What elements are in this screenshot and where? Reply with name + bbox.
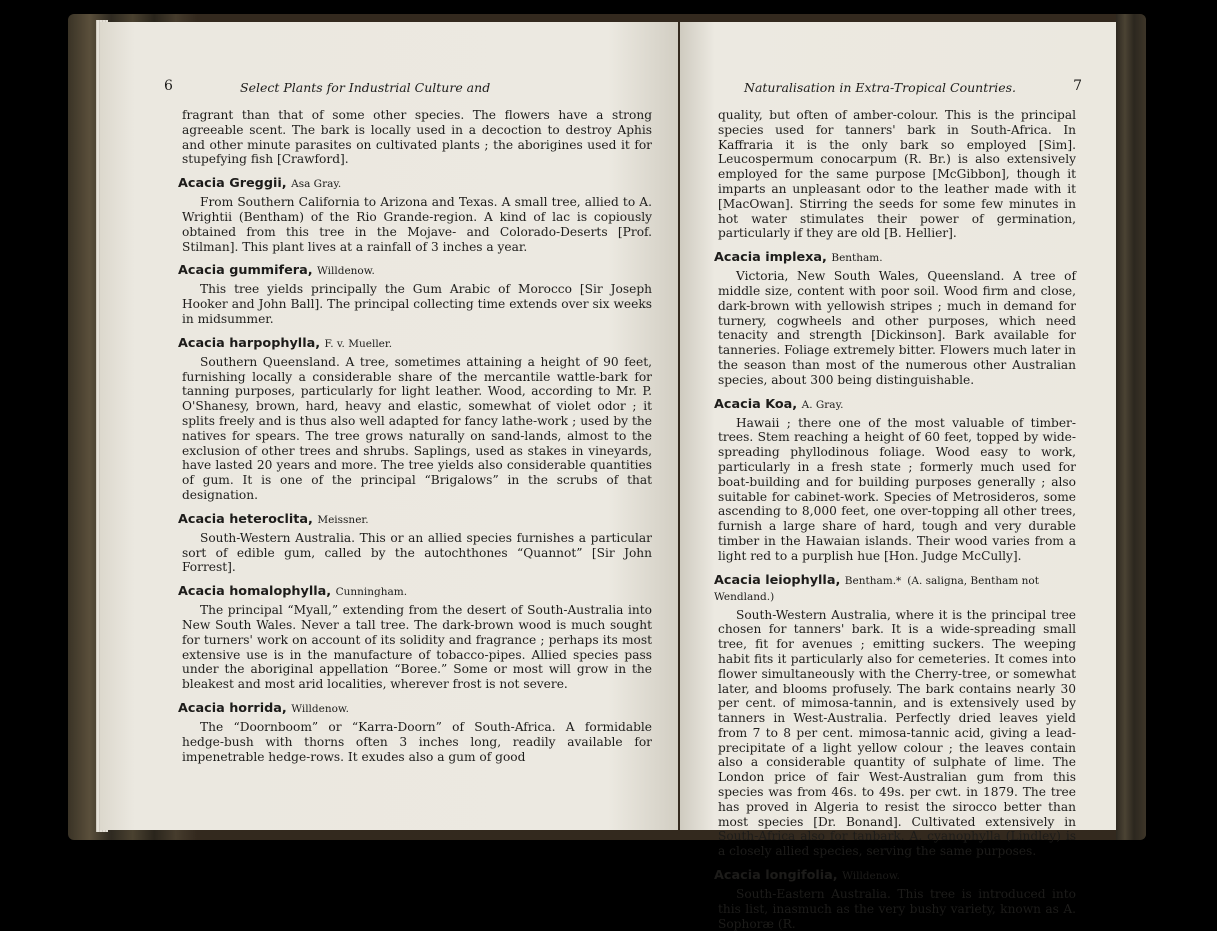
entry-acacia-koa <box>714 396 1076 564</box>
entry-text: South-Western Australia, where it is the principal tree chosen for tanners' bark. It is a wide-spreading small tree, fit for avenues ; emitting suckers. The weeping habit fits it particularly also for cemeteries. It comes into flower simultaneously with the Cherry-tree, or somewhat later, and blooms profusely. The bark contains nearly 30 per cent. of mimosa-tannin, and is extensively used by tanners in West-Australia. Perfectly dried leaves yield from 7 to 8 per cent. mimosa-tannic acid, giving a lead-precipitate of a light yellow colour ; the leaves contain also a considerable quantity of sulphate of lime. The London price of fair West-Australian gum from this species was from 46s. to 49s. per cwt. in 1879. The tree has proved in Algeria to resist the sirocco better than most species [Dr. Bonand]. Cultivated extensively in South-Africa also for tanbark. A. cyanophylla (Lindley) is a closely allied species, serving the same purposes. <box>718 607 1076 859</box>
entry-acacia-gummifera <box>178 263 652 326</box>
entry-heading <box>714 573 1076 605</box>
right-page <box>680 22 1116 931</box>
species-name: Acacia heteroclita, <box>178 511 313 527</box>
entry-text: The principal “Myall,” extending from the desert of South-Australia into New South Wales. Never a tall tree. The dark-brown wood is much sought for turners' work on account of its solidity and fragrance ; perhaps its most extensive use is in the manufacture of tobacco-pipes. Allied species pass under the aboriginal appellation “Boree.” Some or most will grow in the bleakest and most arid localities, wherever frost is not severe. <box>182 603 652 692</box>
entry-heading <box>178 701 652 717</box>
left-running-header <box>164 78 652 106</box>
right-running-title: Naturalisation in Extra-Tropical Countries. <box>744 80 1016 95</box>
species-authority: Cunningham. <box>335 586 408 599</box>
entry-text: This tree yields principally the Gum Arabic of Morocco [Sir Joseph Hooker and John Ball]. The principal collecting time extends over six weeks in midsummer. <box>182 282 652 326</box>
species-name: Acacia Koa, <box>714 396 798 412</box>
species-synonym: (A. saligna, Bentham not Wendland.) <box>714 574 1039 603</box>
species-name: Acacia longifolia, <box>714 868 838 884</box>
species-authority: Willdenow. <box>842 870 900 883</box>
species-authority: Meissner. <box>317 513 369 526</box>
species-authority: F. v. Mueller. <box>324 337 393 350</box>
species-authority: Bentham. <box>831 252 883 265</box>
book-cover-edge <box>1116 14 1146 840</box>
species-authority: Asa Gray. <box>291 178 342 191</box>
entry-heading <box>714 397 1076 413</box>
left-intro-paragraph: fragrant than that of some other species. The flowers have a strong agreeable scent. The bark is locally used in a decoction to destroy Aphis and other minute parasites on cultivated plants ; the aborigines used it for stupefying fish [Crawford]. <box>182 108 652 167</box>
left-page-number: 6 <box>164 78 173 94</box>
right-running-header <box>718 78 1082 106</box>
entry-acacia-heteroclita <box>178 511 652 575</box>
entry-acacia-implexa <box>714 250 1076 387</box>
entry-heading <box>714 868 1076 884</box>
right-intro-paragraph: quality, but often of amber-colour. This is the principal species used for tanners' bark in South-Africa. In Kaffraria it is the only bark so employed [Sim]. Leucospermum conocarpum (R. Br.) is also extensively employed for the same purpose [McGibbon], though it imparts an unpleasant odor to the leather made with it [MacOwan]. Stirring the seeds for some few minutes in hot water stimulates their power of germination, particularly if they are old [B. Hellier]. <box>718 108 1076 241</box>
entry-heading <box>178 176 652 192</box>
entry-text: From Southern California to Arizona and Texas. A small tree, allied to A. Wrightii (Bentham) of the Rio Grande-region. A kind of lac is copiously obtained from this tree in the Mojave- and Colorado-Deserts [Prof. Stilman]. This plant lives at a rainfall of 3 inches a year. <box>182 195 652 254</box>
open-book <box>68 14 1146 931</box>
species-authority: Bentham.* <box>844 574 902 587</box>
species-authority: A. Gray. <box>801 398 844 411</box>
entry-acacia-horrida <box>178 700 652 764</box>
species-name: Acacia implexa, <box>714 250 827 266</box>
left-running-title: Select Plants for Industrial Culture and <box>240 80 491 95</box>
entry-text: South-Eastern Australia. This tree is introduced into this list, inasmuch as the very bushy variety, known as A. Sophoræ (R. <box>718 887 1076 931</box>
entry-acacia-longifolia <box>714 868 1076 931</box>
entry-text: South-Western Australia. This or an allied species furnishes a particular sort of edible gum, called by the autochthones “Quannot” [Sir John Forrest]. <box>182 530 652 575</box>
left-page <box>100 22 678 830</box>
entry-heading <box>178 336 652 352</box>
species-authority: Willdenow. <box>317 265 375 278</box>
species-name: Acacia homalophylla, <box>178 584 332 600</box>
species-name: Acacia leiophylla, <box>714 572 841 588</box>
entry-text: Hawaii ; there one of the most valuable of timber-trees. Stem reaching a height of 60 feet, topped by wide-spreading phyllodinous foliage. Wood easy to work, particularly in a fresh state ; formerly much used for boat-building and for building purposes generally ; also suitable for cabinet-work. Species of Metrosideros, some ascending to 8,000 feet, one over-topping all other trees, furnish a large share of hard, tough and very durable timber in the Hawaian islands. Their wood varies from a light red to a purplish hue [Hon. Judge McCully]. <box>718 415 1076 563</box>
entry-heading <box>178 512 652 528</box>
species-name: Acacia horrida, <box>178 700 287 716</box>
entry-acacia-homalophylla <box>178 584 652 692</box>
entry-text: Southern Queensland. A tree, sometimes attaining a height of 90 feet, furnishing locally a considerable share of the mercantile wattle-bark for tanning purposes, particularly for light leather. Wood, according to Mr. P. O'Shanesy, brown, hard, heavy and elastic, somewhat of violet odor ; it splits freely and is thus also well adapted for fancy lathe-work ; used by the natives for spears. The tree grows naturally on sand-lands, almost to the exclusion of other trees and shrubs. Saplings, used as stakes in vineyards, have lasted 20 years and more. The tree yields also considerable quantities of gum. It is one of the principal “Brigalows” in the scrubs of that designation. <box>182 354 652 502</box>
species-name: Acacia gummifera, <box>178 263 313 279</box>
entry-acacia-greggii <box>178 176 652 254</box>
entry-acacia-leiophylla <box>714 572 1076 860</box>
species-name: Acacia Greggii, <box>178 176 287 192</box>
species-name: Acacia harpophylla, <box>178 335 321 351</box>
right-page-number: 7 <box>1073 78 1082 94</box>
entry-heading <box>178 263 652 279</box>
entry-text: The “Doornboom” or “Karra-Doorn” of South-Africa. A formidable hedge-bush with thorns often 3 inches long, readily available for impenetrable hedge-rows. It exudes also a gum of good <box>182 719 652 764</box>
entry-heading <box>714 250 1076 266</box>
entry-heading <box>178 584 652 600</box>
species-authority: Willdenow. <box>291 702 350 715</box>
entry-acacia-harpophylla <box>178 335 652 503</box>
entry-text: Victoria, New South Wales, Queensland. A tree of middle size, content with poor soil. Wood firm and close, dark-brown with yellowish stripes ; much in demand for turnery, cogwheels and other purposes, which need tenacity and strength [Dickinson]. Bark available for tanneries. Foliage extremely bitter. Flowers much later in the season than most of the numerous other Australian species, about 300 being distinguishable. <box>718 269 1076 387</box>
